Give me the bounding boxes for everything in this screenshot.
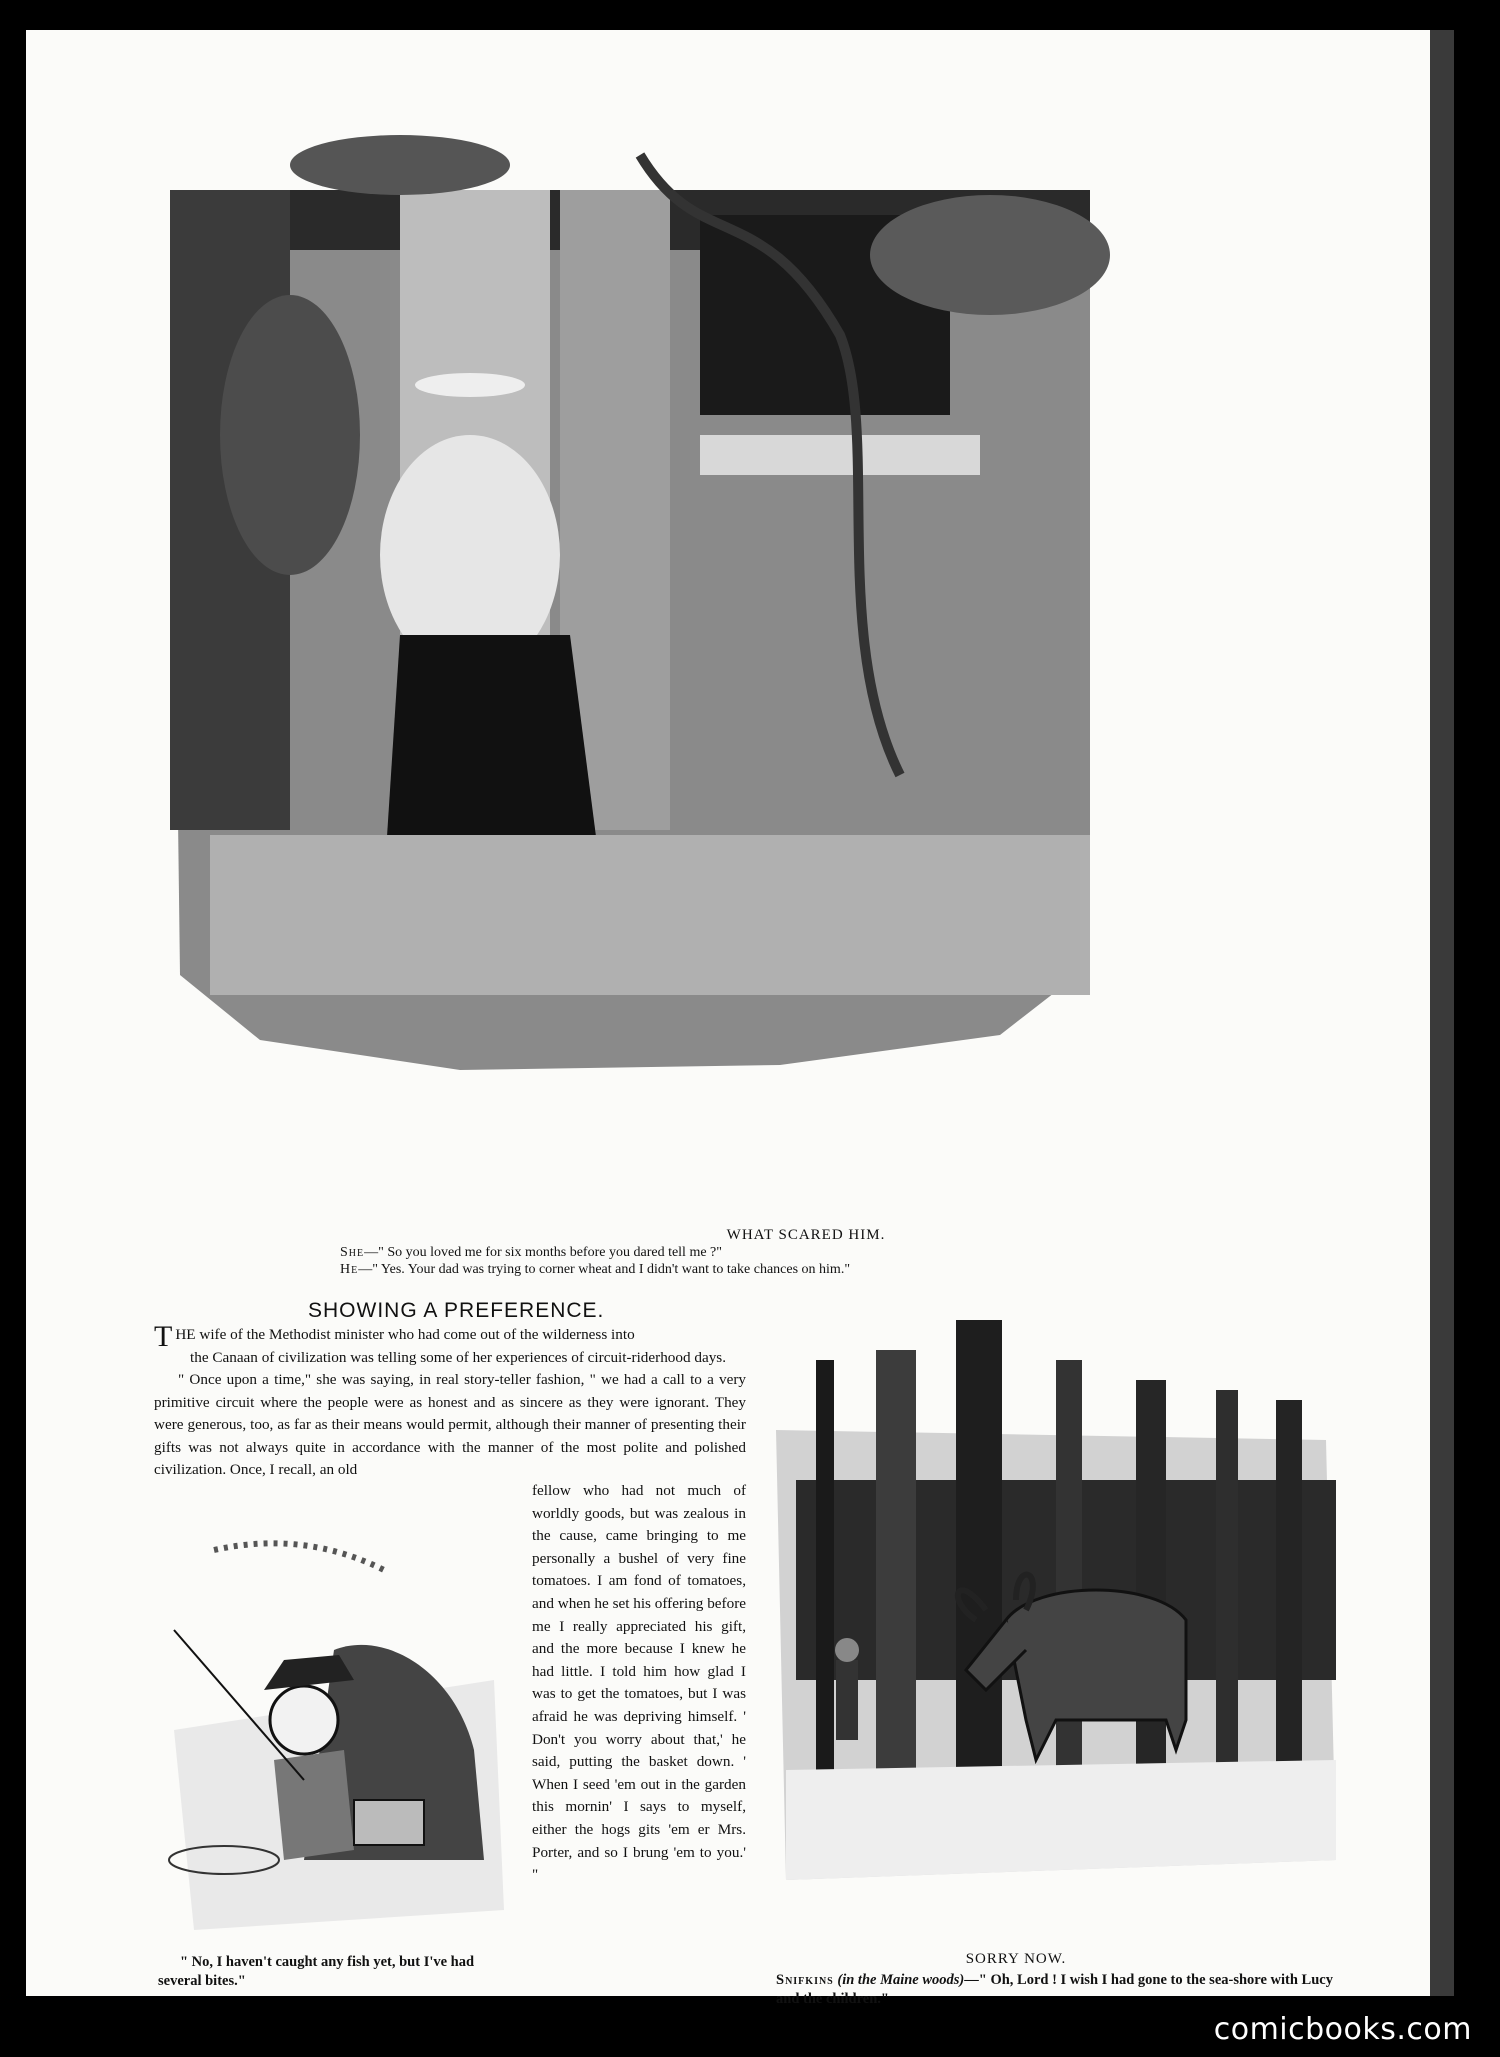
article-para-1-cont: the Canaan of civilization was telling some of her experiences of circuit-riderhood days.	[190, 1348, 727, 1366]
drop-cap: T	[154, 1320, 173, 1353]
caption-line-she	[340, 1245, 722, 1261]
caption-title-sorry-now: SORRY NOW.	[965, 1951, 1067, 1967]
article-para-1-text: HE wife of the Methodist minister who had come out of the wilderness into	[175, 1326, 635, 1343]
caption-moose-aside: (in the Maine woods)	[837, 1972, 965, 1988]
speaker-she: She	[340, 1245, 365, 1260]
caption-text-she: —" So you loved me for six months before you dared tell me ?"	[364, 1245, 722, 1260]
caption-fishing: " No, I haven't caught any fish yet, but I've had several bites."	[158, 1954, 475, 1989]
caption-moose-text: —" Oh, Lord ! I wish I had gone to the sea-shore with Lucy and the children."	[776, 1972, 1333, 2007]
illustration-fishing-boy	[154, 1530, 514, 1940]
caption-text-he: —" Yes. Your dad was trying to corner wheat and I didn't want to take chances on him."	[358, 1262, 851, 1277]
article-body	[154, 1320, 746, 1482]
speaker-he: He	[340, 1262, 359, 1277]
article-para-2-cont: fellow who had not much of worldly goods, but was zealous in the cause, came bringing to me personally a bushel of very fine tomatoes. I am fond of tomatoes, and when he set his offering before me I really appreciated his gift, and the more because I knew he had little. I told him how glad I was to get the tomatoes, but I was afraid he was depriving himself. ' Don't you worry about that,' he said, putting the basket down. ' When I seed 'em out in the garden this mornin' I says to myself, either the hogs gits 'em er Mrs. Porter, and so I brung 'em to you.' "	[532, 1482, 746, 1884]
magazine-page	[26, 30, 1430, 2007]
caption-moose	[776, 1971, 1336, 2009]
caption-title-what-scared-him: WHAT SCARED HIM.	[726, 1227, 886, 1243]
caption-line-he	[340, 1262, 850, 1278]
article-title: SHOWING A PREFERENCE.	[308, 1299, 605, 1322]
page-edge	[1430, 30, 1454, 1996]
article-para-1	[154, 1320, 746, 1353]
article-narrow-column	[532, 1480, 746, 1887]
illustration-porch-scene	[140, 135, 1212, 1165]
article-para-2: " Once upon a time," she was saying, in real story-teller fashion, " we had a call to a very primitive circuit where the people were as honest and as sincere as they were ignorant. They were generous, too, as far as their means would permit, although their manner of presenting their gifts was not always quite in accordance with the manner of the most polite and polished civilization. Once, I recall, an old	[154, 1371, 746, 1478]
watermark: comicbooks.com	[1213, 2012, 1472, 2047]
illustration-moose-woods	[756, 1320, 1356, 1920]
speaker-snifkins: Snifkins	[776, 1972, 834, 1988]
